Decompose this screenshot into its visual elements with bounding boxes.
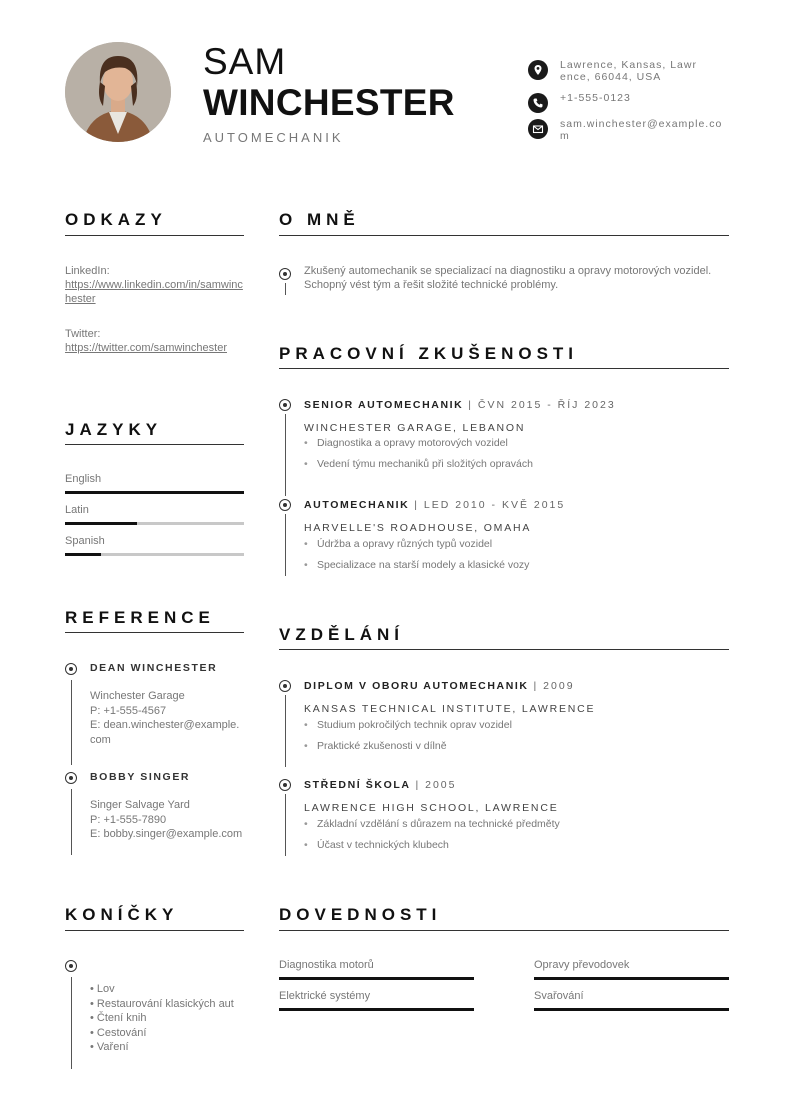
hobby-item: • Lov	[90, 983, 115, 995]
timeline-dot-icon	[279, 779, 291, 791]
language-item	[65, 535, 244, 556]
location-pin-icon	[528, 60, 548, 80]
language-level-fill	[65, 522, 137, 525]
job-dates: | ČVN 2015 - ŘÍJ 2023	[463, 399, 616, 411]
reference-phone: P: +1-555-7890	[90, 813, 167, 826]
reference-details	[90, 798, 244, 842]
contact-phone	[528, 92, 728, 113]
skill-name: Opravy převodovek	[534, 959, 630, 971]
education-degree: STŘEDNÍ ŠKOLA	[304, 779, 411, 791]
list-item: • Základní vzdělání s důrazem na technické předměty	[304, 814, 560, 835]
education-heading	[304, 680, 575, 692]
about-text: Zkušený automechanik se specializací na diagnostiku a opravy motorových vozidel. Schopný vést tým a řešit složité technické problémy.	[304, 265, 712, 291]
language-level-fill	[65, 491, 244, 494]
language-item	[65, 504, 244, 525]
job-bullets	[304, 534, 529, 576]
profile-photo	[65, 42, 171, 142]
timeline-dot-icon	[279, 499, 291, 511]
skill-bar	[279, 1008, 474, 1011]
skill-item	[534, 959, 729, 980]
experience-divider	[279, 368, 729, 369]
job-dates: | LED 2010 - KVĚ 2015	[409, 499, 566, 511]
list-item: • Diagnostika a opravy motorových vozidel	[304, 433, 533, 454]
education-bullets	[304, 715, 512, 757]
hobbies-divider	[65, 930, 244, 931]
reference-company: Winchester Garage	[90, 690, 185, 702]
job-title: AUTOMECHANIK	[203, 130, 344, 145]
hobby-item: • Čtení knih	[90, 1012, 147, 1024]
about-divider	[279, 235, 729, 236]
job-heading	[304, 499, 565, 511]
language-bar	[65, 491, 244, 494]
skill-item	[279, 959, 474, 980]
reference-email: E: dean.winchester@example.com	[90, 719, 240, 746]
hobby-item: • Restaurování klasických aut	[90, 997, 234, 1010]
skill-name: Diagnostika motorů	[279, 959, 374, 971]
hobbies-list	[90, 982, 240, 1055]
list-item: • Vedení týmu mechaniků při složitých opravách	[304, 454, 533, 475]
link-label: Twitter:	[65, 328, 101, 340]
mail-icon	[528, 119, 548, 139]
job-heading	[304, 399, 616, 411]
hobby-item: • Vaření	[90, 1041, 129, 1053]
job-bullets	[304, 433, 533, 475]
language-name: Spanish	[65, 535, 105, 547]
timeline-line	[285, 794, 286, 856]
skill-bar	[534, 1008, 729, 1011]
timeline-dot-icon	[279, 680, 291, 692]
references-title: REFERENCE	[65, 608, 215, 627]
language-bar	[65, 553, 244, 556]
language-bar	[65, 522, 244, 525]
twitter-url[interactable]: https://twitter.com/samwinchester	[65, 342, 227, 354]
skills-title: DOVEDNOSTI	[279, 905, 442, 924]
link-linkedin	[65, 264, 244, 306]
skill-bar	[534, 977, 729, 980]
hobbies-title: KONÍČKY	[65, 905, 179, 924]
reference-company: Singer Salvage Yard	[90, 799, 190, 811]
list-item: • Specializace na starší modely a klasické vozy	[304, 555, 529, 576]
timeline-dot-icon	[279, 268, 291, 280]
reference-name: BOBBY SINGER	[90, 771, 191, 783]
timeline-line	[285, 283, 286, 295]
language-name: Latin	[65, 504, 89, 516]
education-year: | 2005	[410, 779, 457, 791]
references-divider	[65, 632, 244, 633]
address-text: Lawrence, Kansas, Lawrence, 66044, USA	[560, 59, 697, 83]
phone-text: +1-555-0123	[560, 92, 631, 104]
timeline-line	[71, 977, 72, 1069]
email-text: sam.winchester@example.com	[560, 118, 723, 142]
list-item: • Studium pokročilých technik oprav vozidel	[304, 715, 512, 736]
link-label: LinkedIn:	[65, 265, 110, 277]
skill-bar	[279, 977, 474, 980]
links-title: ODKAZY	[65, 210, 167, 229]
reference-name: DEAN WINCHESTER	[90, 662, 218, 674]
education-bullets	[304, 814, 560, 856]
job-role: SENIOR AUTOMECHANIK	[304, 399, 464, 411]
skill-item	[279, 990, 474, 1011]
link-twitter	[65, 327, 244, 355]
linkedin-url[interactable]: https://www.linkedin.com/in/samwinchester	[65, 279, 243, 305]
language-item	[65, 473, 244, 494]
education-degree: DIPLOM V OBORU AUTOMECHANIK	[304, 680, 529, 692]
skills-divider	[279, 930, 729, 931]
timeline-line	[71, 789, 72, 855]
education-school: LAWRENCE HIGH SCHOOL, LAWRENCE	[304, 802, 559, 814]
job-company: HARVELLE'S ROADHOUSE, OMAHA	[304, 522, 532, 534]
contact-email	[528, 118, 728, 142]
language-name: English	[65, 473, 102, 485]
list-item: • Údržba a opravy různých typů vozidel	[304, 534, 529, 555]
education-divider	[279, 649, 729, 650]
education-heading	[304, 779, 456, 791]
education-school: KANSAS TECHNICAL INSTITUTE, LAWRENCE	[304, 703, 596, 715]
skill-item	[534, 990, 729, 1011]
experience-title: PRACOVNÍ ZKUŠENOSTI	[279, 344, 579, 363]
education-year: | 2009	[528, 680, 575, 692]
first-name: SAM	[203, 41, 287, 82]
list-item: • Praktické zkušenosti v dílně	[304, 736, 512, 757]
hobby-item: • Cestování	[90, 1026, 147, 1039]
last-name: WINCHESTER	[203, 82, 455, 123]
timeline-dot-icon	[65, 960, 77, 972]
language-level-fill	[65, 553, 101, 556]
timeline-line	[71, 680, 72, 765]
timeline-line	[285, 695, 286, 767]
timeline-line	[285, 414, 286, 496]
contact-address	[528, 59, 728, 83]
timeline-dot-icon	[279, 399, 291, 411]
skill-name: Svařování	[534, 990, 584, 1002]
reference-email: E: bobby.singer@example.com	[90, 828, 243, 840]
skill-name: Elektrické systémy	[279, 990, 371, 1002]
reference-details	[90, 689, 244, 747]
links-divider	[65, 235, 244, 236]
education-title: VZDĚLÁNÍ	[279, 625, 404, 644]
job-role: AUTOMECHANIK	[304, 499, 410, 511]
timeline-dot-icon	[65, 772, 77, 784]
reference-phone: P: +1-555-4567	[90, 704, 167, 717]
languages-divider	[65, 444, 244, 445]
phone-icon	[528, 93, 548, 113]
timeline-line	[285, 514, 286, 576]
job-company: WINCHESTER GARAGE, LEBANON	[304, 422, 526, 434]
timeline-dot-icon	[65, 663, 77, 675]
list-item: • Účast v technických klubech	[304, 835, 560, 856]
about-title: O MNĚ	[279, 210, 360, 229]
languages-title: JAZYKY	[65, 420, 163, 439]
